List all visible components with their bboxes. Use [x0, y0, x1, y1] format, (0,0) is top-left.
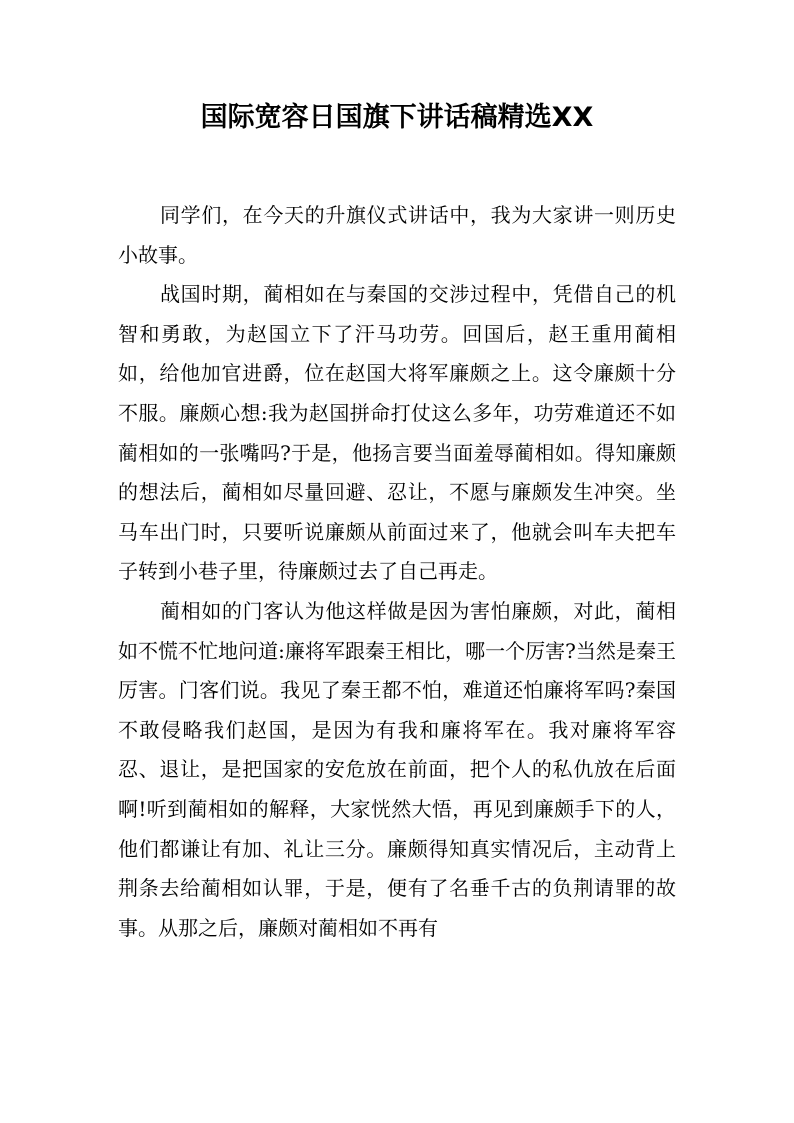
paragraph: 蔺相如的门客认为他这样做是因为害怕廉颇，对此，蔺相如不慌不忙地问道:廉将军跟秦王相比，哪一个厉害?当然是秦王厉害。门客们说。我见了秦王都不怕，难道还怕廉将军吗?秦国不敢侵略我们赵国，是因为有我和廉将军在。我对廉将军容忍、退让，是把国家的安危放在前面，把个人的私仇放在后面啊!听到蔺相如的解释，大家恍然大悟，再见到廉颇手下的人，他们都谦让有加、礼让三分。廉颇得知真实情况后，主动背上荆条去给蔺相如认罪，于是，便有了名垂千古的负荆请罪的故事。从那之后，廉颇对蔺相如不再有 [118, 598, 676, 940]
paragraph: 同学们，在今天的升旗仪式讲话中，我为大家讲一则历史小故事。 [118, 203, 676, 267]
paragraph: 战国时期，蔺相如在与秦国的交涉过程中，凭借自己的机智和勇敢，为赵国立下了汗马功劳。回国后，赵王重用蔺相如，给他加官进爵，位在赵国大将军廉颇之上。这令廉颇十分不服。廉颇心想:我为赵国拼命打仗这么多年，功劳难道还不如蔺相如的一张嘴吗?于是，他扬言要当面羞辱蔺相如。得知廉颇的想法后，蔺相如尽量回避、忍让，不愿与廉颇发生冲突。坐马车出门时，只要听说廉颇从前面过来了，他就会叫车夫把车子转到小巷子里，待廉颇过去了自己再走。 [118, 282, 676, 584]
document-title: 国际宽容日国旗下讲话稿精选XX [200, 102, 594, 133]
document-body [118, 196, 676, 948]
